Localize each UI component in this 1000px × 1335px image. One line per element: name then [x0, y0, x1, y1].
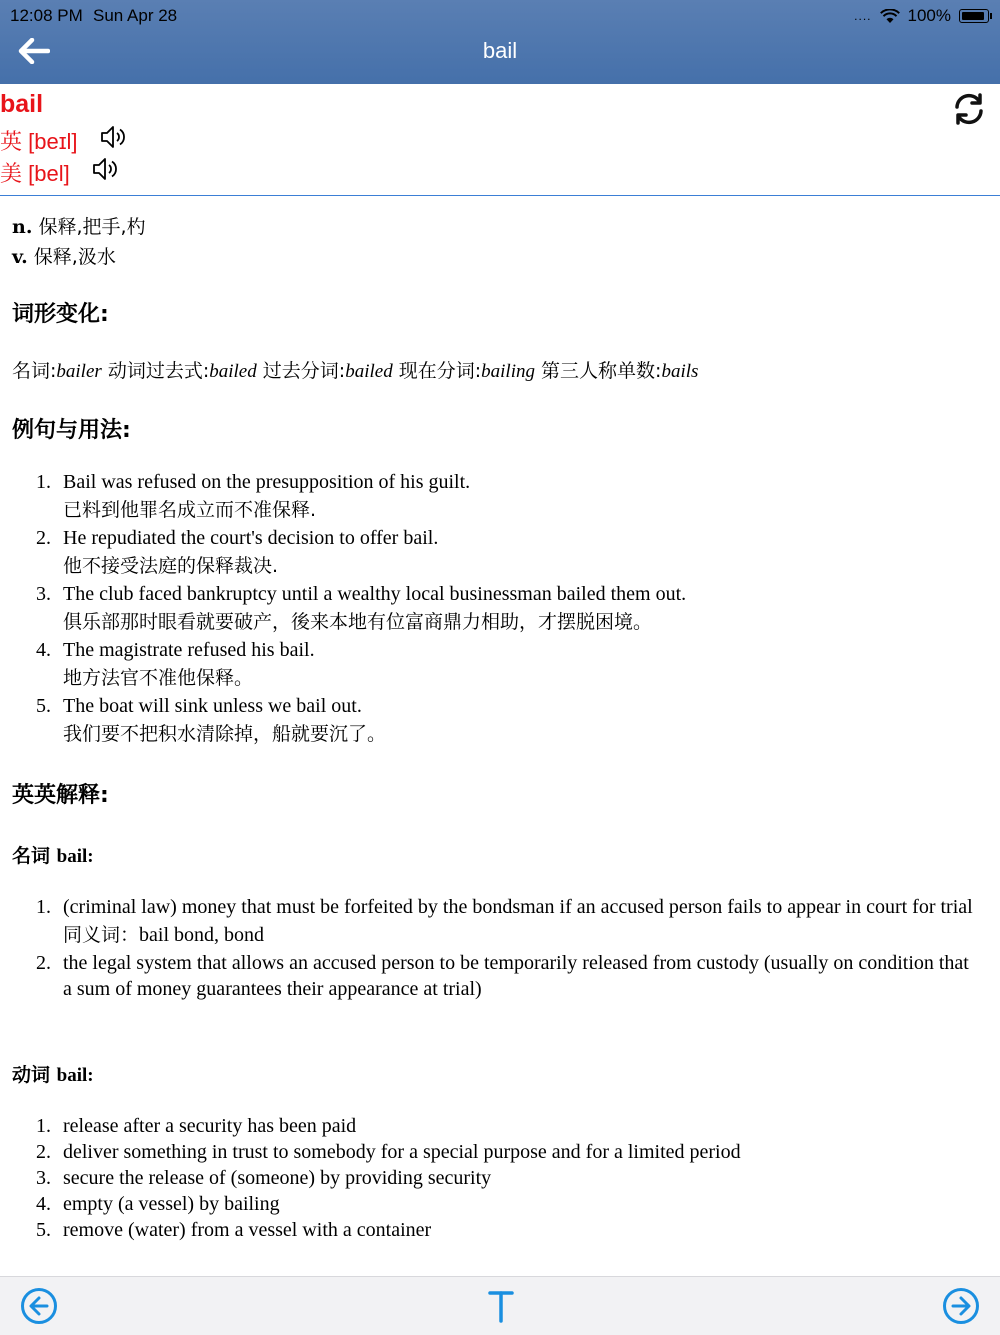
form-value: bailer: [56, 361, 102, 382]
example-zh: 俱乐部那时眼看就要破产，後来本地有位富商鼎力相助，才摆脱困境。: [63, 611, 653, 633]
examples-heading: 例句与用法:: [12, 418, 131, 443]
noun-definitions: [0, 894, 973, 1002]
circle-arrow-right-icon: [942, 1287, 980, 1325]
word-header: [0, 84, 1000, 196]
example-number: 1.: [36, 471, 51, 493]
battery-icon: [959, 9, 989, 23]
headword: bail: [0, 90, 44, 118]
example-zh: 我们要不把积水清除掉，船就要沉了。: [63, 723, 387, 745]
form-label: 现在分词:: [398, 360, 482, 382]
pronunciation-us: [0, 156, 120, 188]
status-time: 12:08 PM: [10, 6, 83, 25]
example-item: [0, 692, 686, 748]
form-value: bailed: [209, 361, 257, 382]
page-title: bail: [482, 38, 518, 63]
pronunciation-us-label: 美 [bel]: [0, 160, 70, 186]
definition-item: [0, 1191, 973, 1217]
synonyms-value: bail bond, bond: [139, 924, 265, 946]
example-item: [0, 636, 686, 692]
form-label: 第三人称单数:: [541, 360, 662, 382]
example-zh: 他不接受法庭的保释裁决.: [63, 555, 279, 577]
battery-tip: [990, 13, 992, 19]
example-number: 5.: [36, 695, 51, 717]
example-item: [0, 580, 686, 636]
form-label: 动词过去式:: [107, 360, 210, 382]
definition-item: [0, 950, 973, 1002]
example-en: Bail was refused on the presupposition of his guilt.: [63, 471, 471, 493]
example-number: 3.: [36, 583, 51, 605]
verb-section-heading: [12, 1060, 94, 1087]
definition-text: the legal system that allows an accused person to be temporarily released from custody (usually on condition that a sum of money guarantees their appearance at trial): [63, 952, 969, 1000]
example-zh: 地方法官不准他保释。: [63, 667, 254, 689]
meaning-noun-text: 保释,把手,杓: [38, 216, 146, 238]
form-label: 过去分词:: [262, 360, 346, 382]
definition-number: 5.: [36, 1219, 51, 1241]
battery-percent: 100%: [907, 6, 951, 25]
form-label: 名词:: [12, 360, 57, 382]
english-heading: 英英解释:: [12, 783, 109, 808]
noun-section-heading: [12, 841, 94, 868]
definition-number: 4.: [36, 1193, 51, 1215]
word-forms: [12, 356, 698, 383]
refresh-icon: [952, 92, 986, 126]
status-date: Sun Apr 28: [93, 6, 178, 25]
pronunciation-uk: [0, 124, 128, 156]
synonyms-label: 同义词：: [63, 924, 140, 946]
pronunciation-uk-label: 英 [beɪl]: [0, 128, 78, 154]
definition-text: deliver something in trust to somebody for a special purpose and for a limited period: [63, 1141, 741, 1163]
example-zh: 已料到他罪名成立而不准保释.: [63, 499, 317, 521]
example-item: [0, 524, 686, 580]
verb-definitions: [0, 1113, 973, 1243]
definition-text: secure the release of (someone) by providing security: [63, 1167, 492, 1189]
definition-item: [0, 1217, 973, 1243]
wifi-icon: [880, 9, 900, 24]
examples-list: [0, 468, 686, 748]
signal-icon: ....: [854, 9, 872, 23]
speaker-icon[interactable]: [92, 156, 120, 188]
verb-section-en: bail:: [56, 1065, 94, 1086]
refresh-button[interactable]: [952, 92, 986, 126]
example-en: The magistrate refused his bail.: [63, 639, 315, 661]
example-item: [0, 468, 686, 524]
example-en: The boat will sink unless we bail out.: [63, 695, 362, 717]
meaning-verb: [12, 242, 116, 269]
speaker-icon[interactable]: [100, 124, 128, 156]
forms-heading: 词形变化:: [12, 302, 109, 327]
text-size-icon: [486, 1287, 516, 1325]
definition-number: 1.: [36, 896, 51, 918]
example-number: 2.: [36, 527, 51, 549]
definition-text: remove (water) from a vessel with a container: [63, 1219, 432, 1241]
definition-number: 2.: [36, 1141, 51, 1163]
definition-item: [0, 1165, 973, 1191]
definition-text: empty (a vessel) by bailing: [63, 1193, 280, 1215]
example-number: 4.: [36, 639, 51, 661]
next-word-button[interactable]: [942, 1287, 980, 1325]
definition-number: 3.: [36, 1167, 51, 1189]
example-en: The club faced bankruptcy until a wealthy local businessman bailed them out.: [63, 583, 687, 605]
navigation-bar: [0, 0, 1000, 84]
synonyms: [63, 920, 973, 950]
pos-noun: n.: [12, 216, 33, 238]
status-right: [854, 6, 992, 26]
definition-item: [0, 1113, 973, 1139]
bottom-toolbar: [0, 1276, 1000, 1335]
definition-number: 1.: [36, 1115, 51, 1137]
text-size-button[interactable]: [486, 1287, 516, 1325]
form-value: bailed: [345, 361, 393, 382]
previous-word-button[interactable]: [20, 1287, 58, 1325]
meaning-verb-text: 保释,汲水: [33, 246, 116, 268]
example-en: He repudiated the court's decision to offer bail.: [63, 527, 439, 549]
definition-text: (criminal law) money that must be forfeited by the bondsman if an accused person fails to appear in court for trial: [63, 896, 973, 918]
definition-item: [0, 1139, 973, 1165]
definition-text: release after a security has been paid: [63, 1115, 357, 1137]
pos-verb: v.: [12, 246, 28, 268]
form-value: bailing: [481, 361, 535, 382]
definition-number: 2.: [36, 952, 51, 974]
definition-item: [0, 894, 973, 950]
noun-section-en: bail:: [56, 846, 94, 867]
verb-section-zh: 动词: [12, 1064, 51, 1086]
circle-arrow-left-icon: [20, 1287, 58, 1325]
noun-section-zh: 名词: [12, 845, 51, 867]
meaning-noun: [12, 212, 146, 239]
form-value: bails: [661, 361, 699, 382]
